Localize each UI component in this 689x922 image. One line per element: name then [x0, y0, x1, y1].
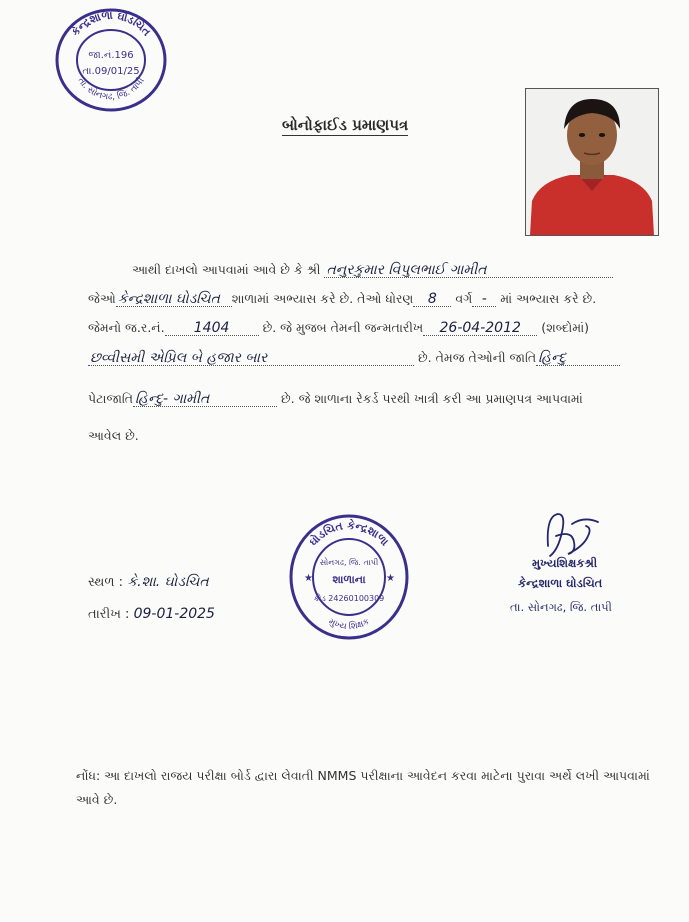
seal-top-ring-text: કેન્દ્રશાળા ઘોડચિત [68, 8, 154, 39]
seal-top-bottom-text: તા. સોનગઢ, જિ. તાપી [75, 76, 147, 103]
body-line-3 [88, 320, 589, 336]
body-line-6: આવેલ છે. [88, 428, 139, 443]
sub-caste-field: હિન્દુ- ગામીત [133, 392, 277, 407]
body-line-5 [88, 391, 583, 407]
principal-title: મુખ્યશિક્ષકશ્રી [532, 556, 598, 570]
body-line-2 [88, 291, 596, 307]
page-title: બોનોફાઈડ પ્રમાણપત્ર [282, 116, 409, 134]
body-line-1 [132, 262, 613, 278]
body-line-4 [88, 350, 620, 366]
standard-prefix: શાળામાં અભ્યાસ કરે છે. તેઓ ધોરણ [231, 291, 414, 306]
seal-middle-center: શાળાના [332, 573, 366, 586]
seal-middle-sub: સોનગઢ, જિ. તાપી [319, 558, 379, 567]
star-icon: ★ [386, 573, 395, 584]
nmms-note: નોંધ: આ દાખલો રાજય પરીક્ષા બોર્ડ દ્વારા લેવાતી NMMS પરીક્ષાના આવેદન કરવા માટેના પુરાવા અર્થે લખી આપવામાં આવે છે. [76, 768, 650, 807]
svg-text:મુખ્ય શિક્ષક [327, 617, 372, 633]
caste-prefix: છે. તેમજ તેઓની જાતિ [417, 350, 537, 365]
caste-field: હિન્દુ [536, 351, 620, 366]
date-label: તારીખ : [88, 607, 130, 622]
date-line [88, 606, 215, 622]
register-prefix: જેમનો જ.ર.નં. [88, 320, 165, 335]
words-label: (શબ્દોમાં) [541, 320, 590, 335]
student-photo [525, 88, 659, 236]
school-name-field: કેન્દ્રશાળા ઘોડચિત [116, 292, 232, 307]
seal-middle-graphic [288, 513, 410, 641]
student-portrait-image [526, 89, 658, 235]
place-line [88, 574, 209, 590]
student-name-field: તનુરકુમાર વિપુલભાઈ ગામીત [324, 263, 613, 278]
register-no-field: 1404 [165, 321, 259, 336]
school-seal-middle [288, 513, 410, 641]
birth-date-words-field: છવ્વીસમી એપ્રિલ બે હજાર બાર [88, 351, 414, 366]
seal-middle-ring-text: ઘોડચિત કેન્દ્રશાળા [306, 518, 392, 549]
study-suffix: માં અભ્યાસ કરે છે. [500, 291, 597, 306]
seal-middle-bottom-text: મુખ્ય શિક્ષક [326, 616, 372, 633]
place-value: કે.શા. ઘોડચિત [127, 574, 209, 590]
seal-top-graphic [52, 4, 170, 114]
standard-field: 8 [413, 292, 451, 307]
place-label: સ્થળ : [88, 575, 124, 590]
svg-text:ઘોડચિત કેન્દ્રશાળા [306, 518, 391, 549]
birth-date-prefix: છે. જે મુજબ તેમની જન્મતારીખ [262, 320, 424, 335]
principal-school: કેન્દ્રશાળા ઘોડચિત [518, 576, 603, 590]
date-value: 09-01-2025 [133, 606, 215, 622]
seal-inward-no: જા.નં.196 [88, 50, 134, 61]
division-label: વર્ગ [455, 291, 473, 306]
school-prefix: જેઓ [88, 291, 116, 306]
school-seal-top [52, 4, 170, 114]
svg-text:કેન્દ્રશાળા ઘોડચિત [68, 8, 154, 39]
record-statement: છે. જે શાળાના રેકર્ડ પરથી ખાત્રી કરી આ પ્રમાણપત્ર આપવામાં [281, 391, 583, 406]
principal-address: તા. સોનગઢ, જિ. તાપી [510, 600, 612, 614]
seal-date: તા.09/01/25 [82, 66, 140, 77]
birth-date-field: 26-04-2012 [423, 321, 537, 336]
sub-caste-prefix: પેટાજાતિ [88, 391, 134, 406]
star-icon: ★ [304, 573, 313, 584]
seal-middle-code: કોડ 24260100309 [313, 594, 385, 603]
division-field: - [472, 292, 496, 307]
intro-text: આથી દાખલો આપવામાં આવે છે કે શ્રી [132, 262, 321, 277]
